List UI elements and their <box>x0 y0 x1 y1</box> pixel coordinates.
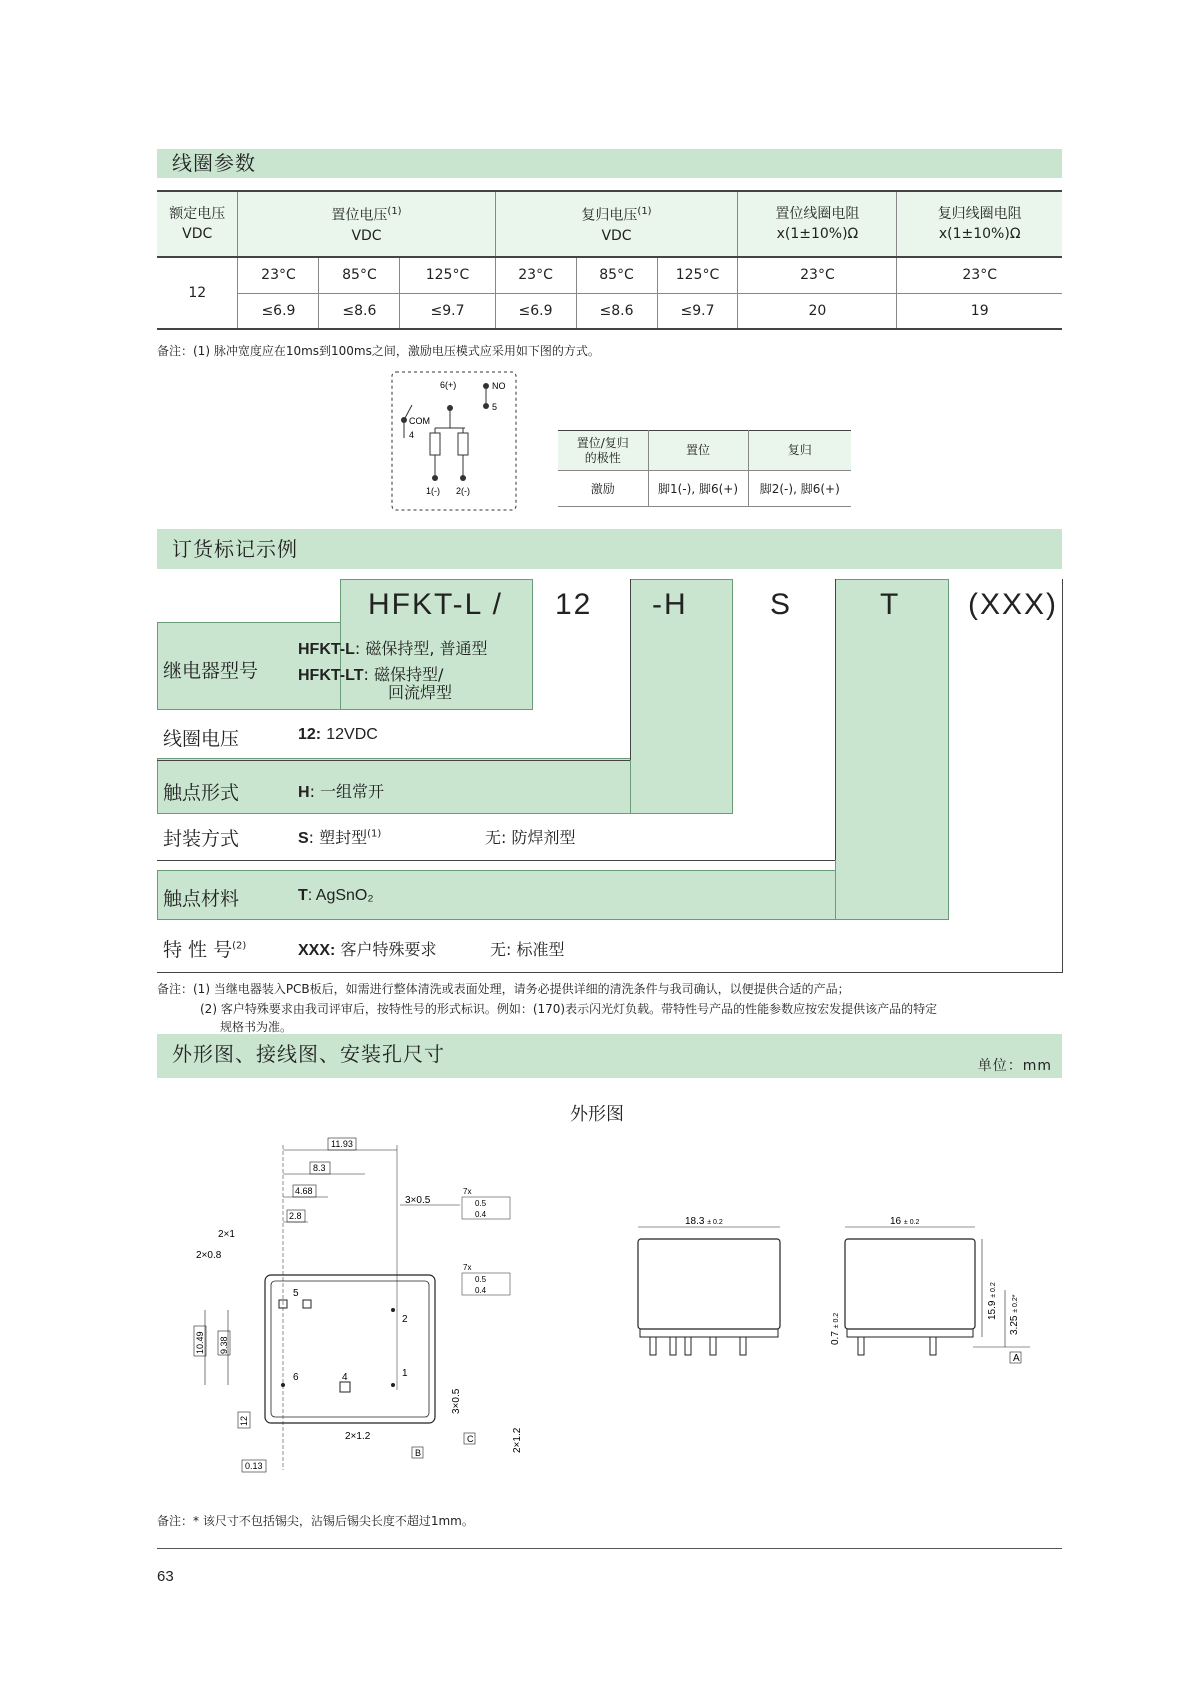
value-cell: ≤6.9 <box>238 293 319 329</box>
dim-2x0-8: 2×0.8 <box>196 1250 222 1261</box>
polarity-header: 置位 <box>648 431 748 471</box>
pin-4-label: 4 <box>342 1372 348 1383</box>
temp-cell: 23°C <box>495 257 576 293</box>
pattern-7x-mid: 7x <box>463 1263 472 1272</box>
footer-divider <box>157 1548 1062 1549</box>
dim-11-93: 11.93 <box>331 1139 353 1149</box>
dim-3x0-5: 3×0.5 <box>405 1195 431 1206</box>
dim-16: 16 ± 0.2 <box>890 1216 920 1227</box>
temp-cell: 23°C <box>897 257 1062 293</box>
special-alt: 无: 标准型 <box>490 940 565 959</box>
drawing-title: 外形图 <box>570 1104 624 1125</box>
dim-2x1: 2×1 <box>218 1229 235 1240</box>
order-code-model: HFKT-L / <box>368 588 503 621</box>
rated-voltage-value: 12 <box>157 257 238 329</box>
front-view-drawing <box>630 1215 810 1365</box>
relay-type-fill <box>158 623 340 633</box>
special-value: XXX: 客户特殊要求 <box>298 940 437 959</box>
polarity-cell: 激励 <box>558 471 648 507</box>
relay-type-label: 继电器型号 <box>163 660 259 682</box>
datum-c: C <box>467 1434 474 1444</box>
schematic-pin2: 2(-) <box>456 486 470 496</box>
dim-10-49: 10.49 <box>195 1331 205 1354</box>
value-cell: ≤9.7 <box>657 293 738 329</box>
pattern-7x-top: 7x <box>463 1187 472 1196</box>
order-note-2: (2) 客户特殊要求由我司评审后，按特性号的形式标识。例如：(170)表示闪光灯负载。带特性号产品的性能参数应按宏发提供该产品的特定 <box>200 1002 938 1016</box>
coil-row-line <box>157 760 630 761</box>
coil-note: 备注：(1) 脉冲宽度应在10ms到100ms之间，激励电压模式应采用如下图的方式。 <box>157 344 600 358</box>
polarity-header: 复归 <box>748 431 851 471</box>
section-title-outline: 外形图、接线图、安装孔尺寸 单位：mm <box>157 1034 1062 1078</box>
pin-6-label: 6 <box>293 1372 299 1383</box>
value-cell: ≤6.9 <box>495 293 576 329</box>
value-cell: 19 <box>897 293 1062 329</box>
package-col-line <box>835 579 836 860</box>
temp-cell: 23°C <box>738 257 897 293</box>
order-code-contact: -H <box>652 588 688 621</box>
section-title-order: 订货标记示例 <box>157 529 1062 569</box>
col-reset-resistance: 复归线圈电阻 x(1±10%)Ω <box>897 191 1062 257</box>
outline-note: 备注：* 该尺寸不包括锡尖，沾锡后锡尖长度不超过1mm。 <box>157 1514 474 1528</box>
dim-18-3: 18.3 ± 0.2 <box>685 1216 723 1227</box>
relay-type-1: HFKT-L: 磁保持型, 普通型 <box>298 639 488 658</box>
schematic-pin6: 6(+) <box>440 380 457 390</box>
order-code-package: S <box>770 588 793 621</box>
polarity-cell: 脚2(-), 脚6(+) <box>748 471 851 507</box>
col-set-voltage: 置位电压$^{(1)}$ VDC <box>238 191 495 257</box>
order-code-material: T <box>880 588 901 621</box>
col-set-resistance: 置位线圈电阻 x(1±10%)Ω <box>738 191 897 257</box>
dim-3-25: 3.25 ± 0.2* <box>1009 1294 1020 1335</box>
relay-type-2: HFKT-LT: 磁保持型/ <box>298 665 444 684</box>
col-rated-voltage: 额定电压 VDC <box>157 191 238 257</box>
dim-15-9: 15.9 ± 0.2 <box>987 1282 998 1320</box>
order-bottom-line <box>157 972 1063 973</box>
temp-cell: 23°C <box>238 257 319 293</box>
datum-a: A <box>1013 1353 1020 1364</box>
datum-b: B <box>415 1448 422 1458</box>
section-title-coil: 线圈参数 <box>157 149 1062 178</box>
polarity-header: 置位/复归 的极性 <box>558 431 648 471</box>
material-row-bg <box>157 870 949 920</box>
dim-8-3: 8.3 <box>313 1163 326 1173</box>
order-right-line <box>1062 579 1063 972</box>
dim-4-68: 4.68 <box>295 1186 313 1196</box>
temp-cell: 125°C <box>400 257 495 293</box>
schematic-pin1: 1(-) <box>426 486 440 496</box>
contact-form-value: H: 一组常开 <box>298 782 385 801</box>
pin-2-label: 2 <box>402 1314 408 1325</box>
value-cell: ≤8.6 <box>319 293 400 329</box>
coil-col-line <box>630 579 631 760</box>
temp-cell: 125°C <box>657 257 738 293</box>
pin-5-label: 5 <box>293 1288 299 1299</box>
value-cell: 20 <box>738 293 897 329</box>
order-note-3: 规格书为准。 <box>220 1020 293 1034</box>
coil-voltage-value: 12: 12VDC <box>298 726 378 743</box>
relay-type-2-line2: 回流焊型 <box>388 683 453 702</box>
schematic-pin5: 5 <box>492 402 498 412</box>
dim-2x1-2-v: 2×1.2 <box>512 1427 523 1453</box>
material-label: 触点材料 <box>163 888 240 910</box>
temp-cell: 85°C <box>576 257 657 293</box>
dim-12: 12 <box>239 1415 249 1426</box>
page-number: 63 <box>157 1568 174 1585</box>
unit-label: 单位：mm <box>977 1058 1052 1074</box>
material-value: T: AgSnO₂ <box>298 887 374 904</box>
package-value: S: 塑封型$^{(1)}$ <box>298 828 382 847</box>
material-code-col <box>835 579 949 920</box>
col-reset-voltage: 复归电压$^{(1)}$ VDC <box>495 191 738 257</box>
coil-voltage-label: 线圈电压 <box>163 728 240 750</box>
dim-3x0-5-v: 3×0.5 <box>451 1388 462 1414</box>
bottom-view-drawing <box>180 1130 550 1490</box>
package-label: 封装方式 <box>163 828 240 850</box>
value-cell: ≤9.7 <box>400 293 495 329</box>
dim-9-38: 9.38 <box>219 1336 229 1354</box>
tol-0-4-top: 0.4 <box>475 1210 487 1219</box>
order-note-1: 备注：(1) 当继电器装入PCB板后，如需进行整体清洗或表面处理，请务必提供详细的清洗条件与我司确认，以便提供合适的产品； <box>157 982 850 996</box>
tol-0-4-mid: 0.4 <box>475 1286 487 1295</box>
polarity-cell: 脚1(-), 脚6(+) <box>648 471 748 507</box>
dim-2-8: 2.8 <box>289 1211 302 1221</box>
dim-0-7: 0.7 ± 0.2 <box>830 1312 841 1345</box>
package-row-line <box>157 860 835 861</box>
schematic-no: NO <box>492 381 506 391</box>
temp-cell: 85°C <box>319 257 400 293</box>
polarity-table <box>558 430 851 507</box>
package-alt: 无: 防焊剂型 <box>485 828 576 847</box>
dim-2x1-2: 2×1.2 <box>345 1431 371 1442</box>
order-code-special: (XXX) <box>968 588 1059 621</box>
contact-form-label: 触点形式 <box>163 782 240 804</box>
tol-0-5-top: 0.5 <box>475 1199 487 1208</box>
pin-1-label: 1 <box>402 1368 408 1379</box>
dim-0-13: 0.13 <box>245 1461 263 1471</box>
coil-schematic <box>390 370 520 515</box>
order-code-voltage: 12 <box>555 588 593 621</box>
value-cell: ≤8.6 <box>576 293 657 329</box>
special-label: 特 性 号$^{(2)}$ <box>163 939 247 961</box>
tol-0-5-mid: 0.5 <box>475 1275 487 1284</box>
schematic-com: COM <box>409 416 430 426</box>
side-view-drawing <box>820 1215 1040 1385</box>
coil-parameter-table <box>157 190 1062 330</box>
schematic-pin4: 4 <box>409 430 415 440</box>
